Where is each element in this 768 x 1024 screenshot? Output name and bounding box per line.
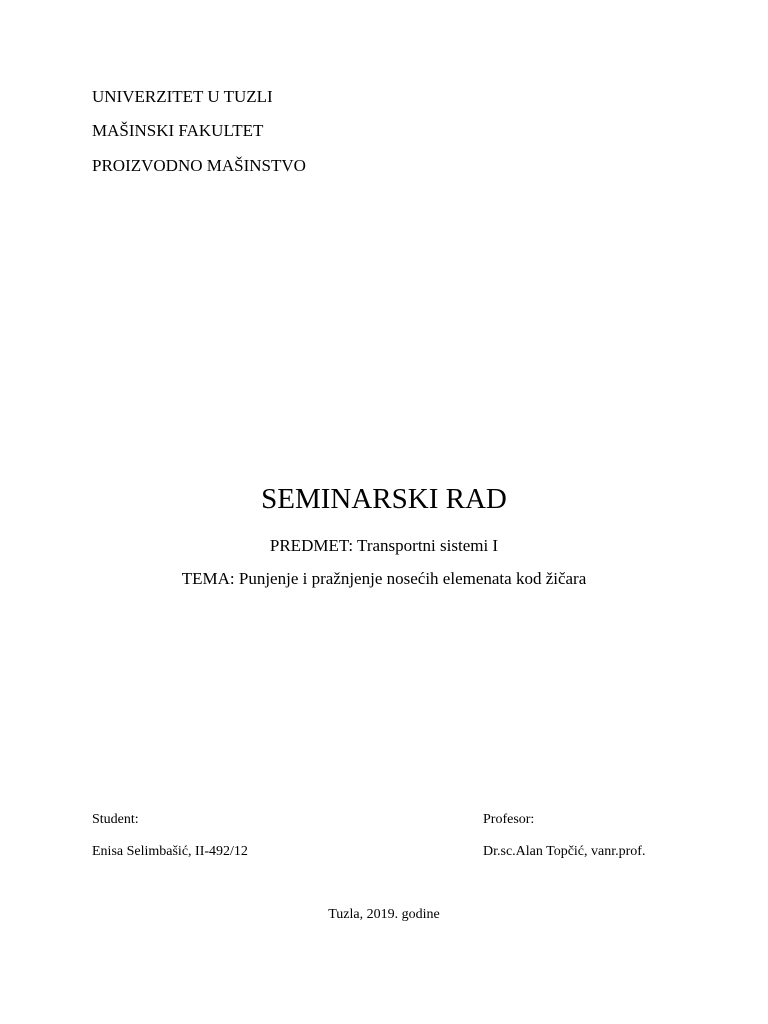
student-name: Enisa Selimbašić, II-492/12 <box>92 844 248 859</box>
student-label: Student: <box>92 812 139 827</box>
faculty-name: MAŠINSKI FAKULTET <box>92 121 264 140</box>
document-topic: TEMA: Punjenje i pražnjenje nosećih elemenata kod žičara <box>181 569 587 588</box>
document-title: SEMINARSKI RAD <box>261 483 507 515</box>
professor-name: Dr.sc.Alan Topčić, vanr.prof. <box>483 844 646 859</box>
university-name: UNIVERZITET U TUZLI <box>92 87 273 106</box>
professor-label: Profesor: <box>483 812 535 827</box>
place-and-date: Tuzla, 2019. godine <box>328 907 440 922</box>
document-subject: PREDMET: Transportni sistemi I <box>269 536 499 555</box>
department-name: PROIZVODNO MAŠINSTVO <box>92 156 306 175</box>
